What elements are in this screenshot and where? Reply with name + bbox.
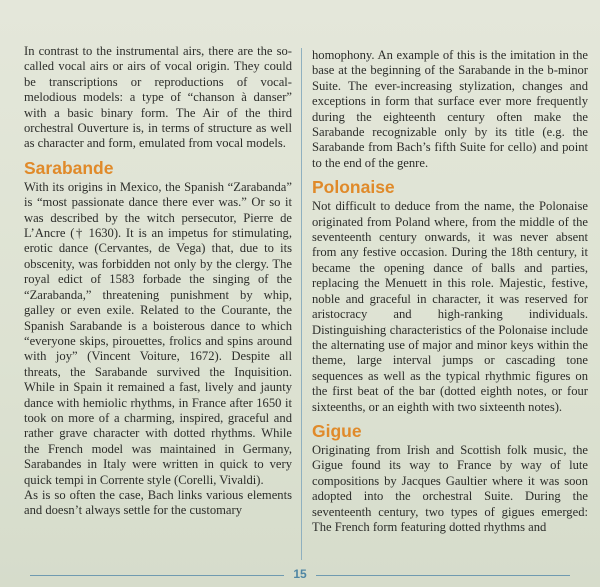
page-footer xyxy=(30,567,570,583)
sarabande-heading: Sarabande xyxy=(24,157,114,178)
right-column xyxy=(312,48,588,565)
footer-rule-right xyxy=(316,575,570,576)
column-divider xyxy=(301,48,302,560)
polonaise-heading: Polonaise xyxy=(312,177,395,198)
gigue-heading: Gigue xyxy=(312,420,362,441)
bach-paragraph: As is so often the case, Bach links various elements and doesn’t always settle for the customary xyxy=(24,487,292,518)
footer-rule-left xyxy=(30,575,284,576)
left-column xyxy=(24,44,292,565)
intro-paragraph: In contrast to the instrumental airs, there are the so-called vocal airs or airs of vocal origin. They could be transcriptions or reproductions of vocal-melodious models: a type of “chanson à danser” with a basic binary form. The Air of the third orchestral Ouverture is, in terms of structure as well as character and form, emulated from vocal models. xyxy=(24,44,292,151)
page-number: 15 xyxy=(293,567,307,581)
gigue-paragraph: Originating from Irish and Scottish folk music, the Gigue found its way to France by way of lute compositions by Jacques Gaultier where it was soon adopted into the orchestral Suite. During the seventeenth century, two types of gigues emerged: The French form featuring dotted rhythms and xyxy=(312,442,588,534)
sarabande-paragraph: With its origins in Mexico, the Spanish “Zarabanda” is “most passionate dance there ever was.” Or so it was described by the witch persecutor, Pierre de L’Ancre († 1630). It is an impetus for stimulating, erotic dance (Cervantes, de Vega) that, due to its obscenity, was forbidden not only by the clergy. The royal edict of 1583 forbade the singing of the “Zarabanda,” threatening punishment by whip, galley or even exile. Related to the Courante, the Spanish Sarabande is a boisterous dance to which “everyone skips, pirouettes, frolics and spins around with joy” (Vincent Voiture, 1672). Despite all threats, the Sarabande survived the Inquisition. While in Spain it remained a fast, lively and jaunty dance with hemiolic rhythms, in France after 1650 it took on more of a charming, inspired, graceful and rather grave character with dotted rhythms. While the French model was maintained in Germany, Sarabandes in Italy were written in quick to very quick tempi in Corrente style (Corelli, Vivaldi). xyxy=(24,179,292,487)
polonaise-paragraph: Not difficult to deduce from the name, the Polonaise originated from Poland where, from the middle of the seventeenth century onwards, it was never absent from any festive occasion. During the 18th century, it became the opening dance of balls and parties, replacing the Menuett in this role. Majestic, festive, noble and graceful in character, it was reserved for aristocracy and high-ranking individuals. Distinguishing characteristics of the Polonaise include the alternating use of major and minor keys within the theme, large interval jumps or cascading tone sequences as well as the typical rhythmic figures on the first beat of the bar (dotted eighth notes, or four sixteenths, or an eighth with two sixteenth notes). xyxy=(312,199,588,414)
continuation-paragraph: homophony. An example of this is the imitation in the base at the beginning of the Sarabande in the b-minor Suite. The ever-increasing stylization, changes and exceptions in form that surface ever more frequently during the eighteenth century often make the Sarabande recognizable only by its title (e.g. the Sarabande from Bach’s fifth Suite for cello) and point to the end of the genre. xyxy=(312,48,588,170)
